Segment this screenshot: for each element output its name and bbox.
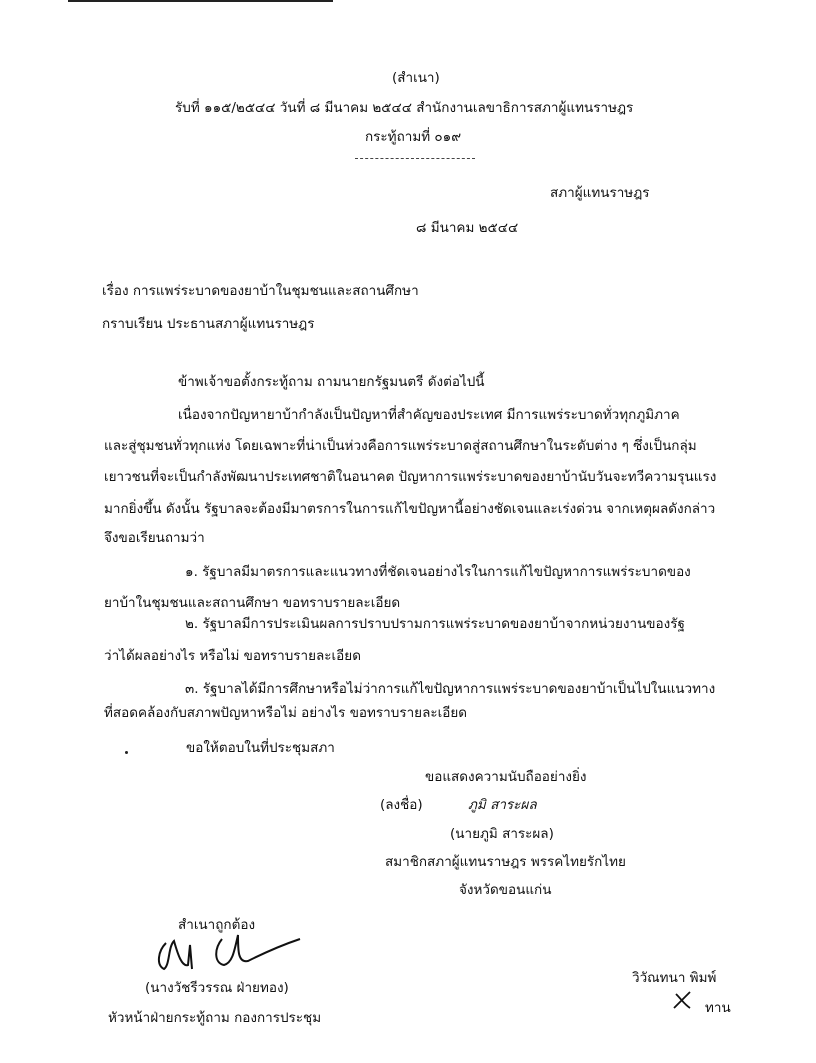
- paragraph-line: เยาวชนที่จะเป็นกำลังพัฒนาประเทศชาติในอนาคต ปัญหาการแพร่ระบาดของยาบ้านับวันจะทวีความรุนแรง: [104, 469, 717, 485]
- copy-label: (สำเนา): [392, 70, 440, 86]
- stray-mark: [125, 751, 128, 754]
- separator: [355, 158, 475, 159]
- signed-label: (ลงชื่อ): [380, 797, 423, 813]
- question-3: ๓. รัฐบาลได้มีการศึกษาหรือไม่ว่าการแก้ไขปัญหาการแพร่ระบาดของยาบ้าเป็นไปในแนวทาง: [185, 681, 716, 697]
- certification-label: สำเนาถูกต้อง: [178, 917, 256, 933]
- paragraph-line: และสู่ชุมชนทั่วทุกแห่ง โดยเฉพาะที่น่าเป็นห่วงคือการแพร่ระบาดสู่สถานศึกษาในระดับต่าง ๆ ซึ่งเป็นกลุ่ม: [104, 438, 697, 454]
- checker-label: ทาน: [705, 1000, 731, 1016]
- question-1-cont: ยาบ้าในชุมชนและสถานศึกษา ขอทราบรายละเอียด: [104, 595, 401, 611]
- province: จังหวัดขอนแก่น: [459, 882, 552, 898]
- top-rule: [68, 0, 333, 2]
- signed-name: ภูมิ สาระผล: [468, 797, 537, 813]
- regards: ขอแสดงความนับถืออย่างยิ่ง: [425, 769, 587, 785]
- salutation: กราบเรียน ประธานสภาผู้แทนราษฎร: [102, 316, 315, 332]
- certifier-name: (นางวัชรีวรรณ ฝ่ายทอง): [145, 980, 289, 996]
- full-name: (นายภูมิ สาระผล): [450, 826, 554, 842]
- question-2-cont: ว่าได้ผลอย่างไร หรือไม่ ขอทราบรายละเอียด: [104, 648, 361, 664]
- paragraph-line: จึงขอเรียนถามว่า: [104, 530, 205, 546]
- question-2: ๒. รัฐบาลมีการประเมินผลการปราบปรามการแพร่ระบาดของยาบ้าจากหน่วยงานของรัฐ: [185, 616, 685, 632]
- question-number: กระทู้ถามที่ ๐๑๙: [365, 129, 462, 145]
- closing-request: ขอให้ตอบในที่ประชุมสภา: [186, 740, 335, 756]
- subject-line: เรื่อง การแพร่ระบาดของยาบ้าในชุมชนและสถานศึกษา: [102, 283, 419, 299]
- certifier-title: หัวหน้าฝ่ายกระทู้ถาม กองการประชุม: [108, 1010, 322, 1026]
- position: สมาชิกสภาผู้แทนราษฎร พรรคไทยรักไทย: [385, 854, 626, 870]
- paragraph-line: มากยิ่งขึ้น ดังนั้น รัฐบาลจะต้องมีมาตรการในการแก้ไขปัญหานี้อย่างชัดเจนและเร่งด่วน จากเหตุผลดังกล่าว: [104, 501, 716, 517]
- paragraph-line: เนื่องจากปัญหายาบ้ากำลังเป็นปัญหาที่สำคัญของประเทศ มีการแพร่ระบาดทั่วทุกภูมิภาค: [178, 407, 680, 423]
- receipt-line: รับที่ ๑๑๕/๒๕๔๔ วันที่ ๘ มีนาคม ๒๕๔๔ สำนักงานเลขาธิการสภาผู้แทนราษฎร: [175, 100, 634, 116]
- document-date: ๘ มีนาคม ๒๕๔๔: [416, 220, 519, 236]
- origin: สภาผู้แทนราษฎร: [550, 185, 650, 201]
- question-3-cont: ที่สอดคล้องกับสภาพปัญหาหรือไม่ อย่างไร ขอทราบรายละเอียด: [104, 705, 467, 721]
- intro-line: ข้าพเจ้าขอตั้งกระทู้ถาม ถามนายกรัฐมนตรี ดังต่อไปนี้: [178, 374, 485, 390]
- initials-mark: [670, 988, 694, 1012]
- typist-name: วิวัณทนา พิมพ์: [632, 970, 717, 986]
- question-1: ๑. รัฐบาลมีมาตรการและแนวทางที่ชัดเจนอย่างไรในการแก้ไขปัญหาการแพร่ระบาดของ: [185, 564, 691, 580]
